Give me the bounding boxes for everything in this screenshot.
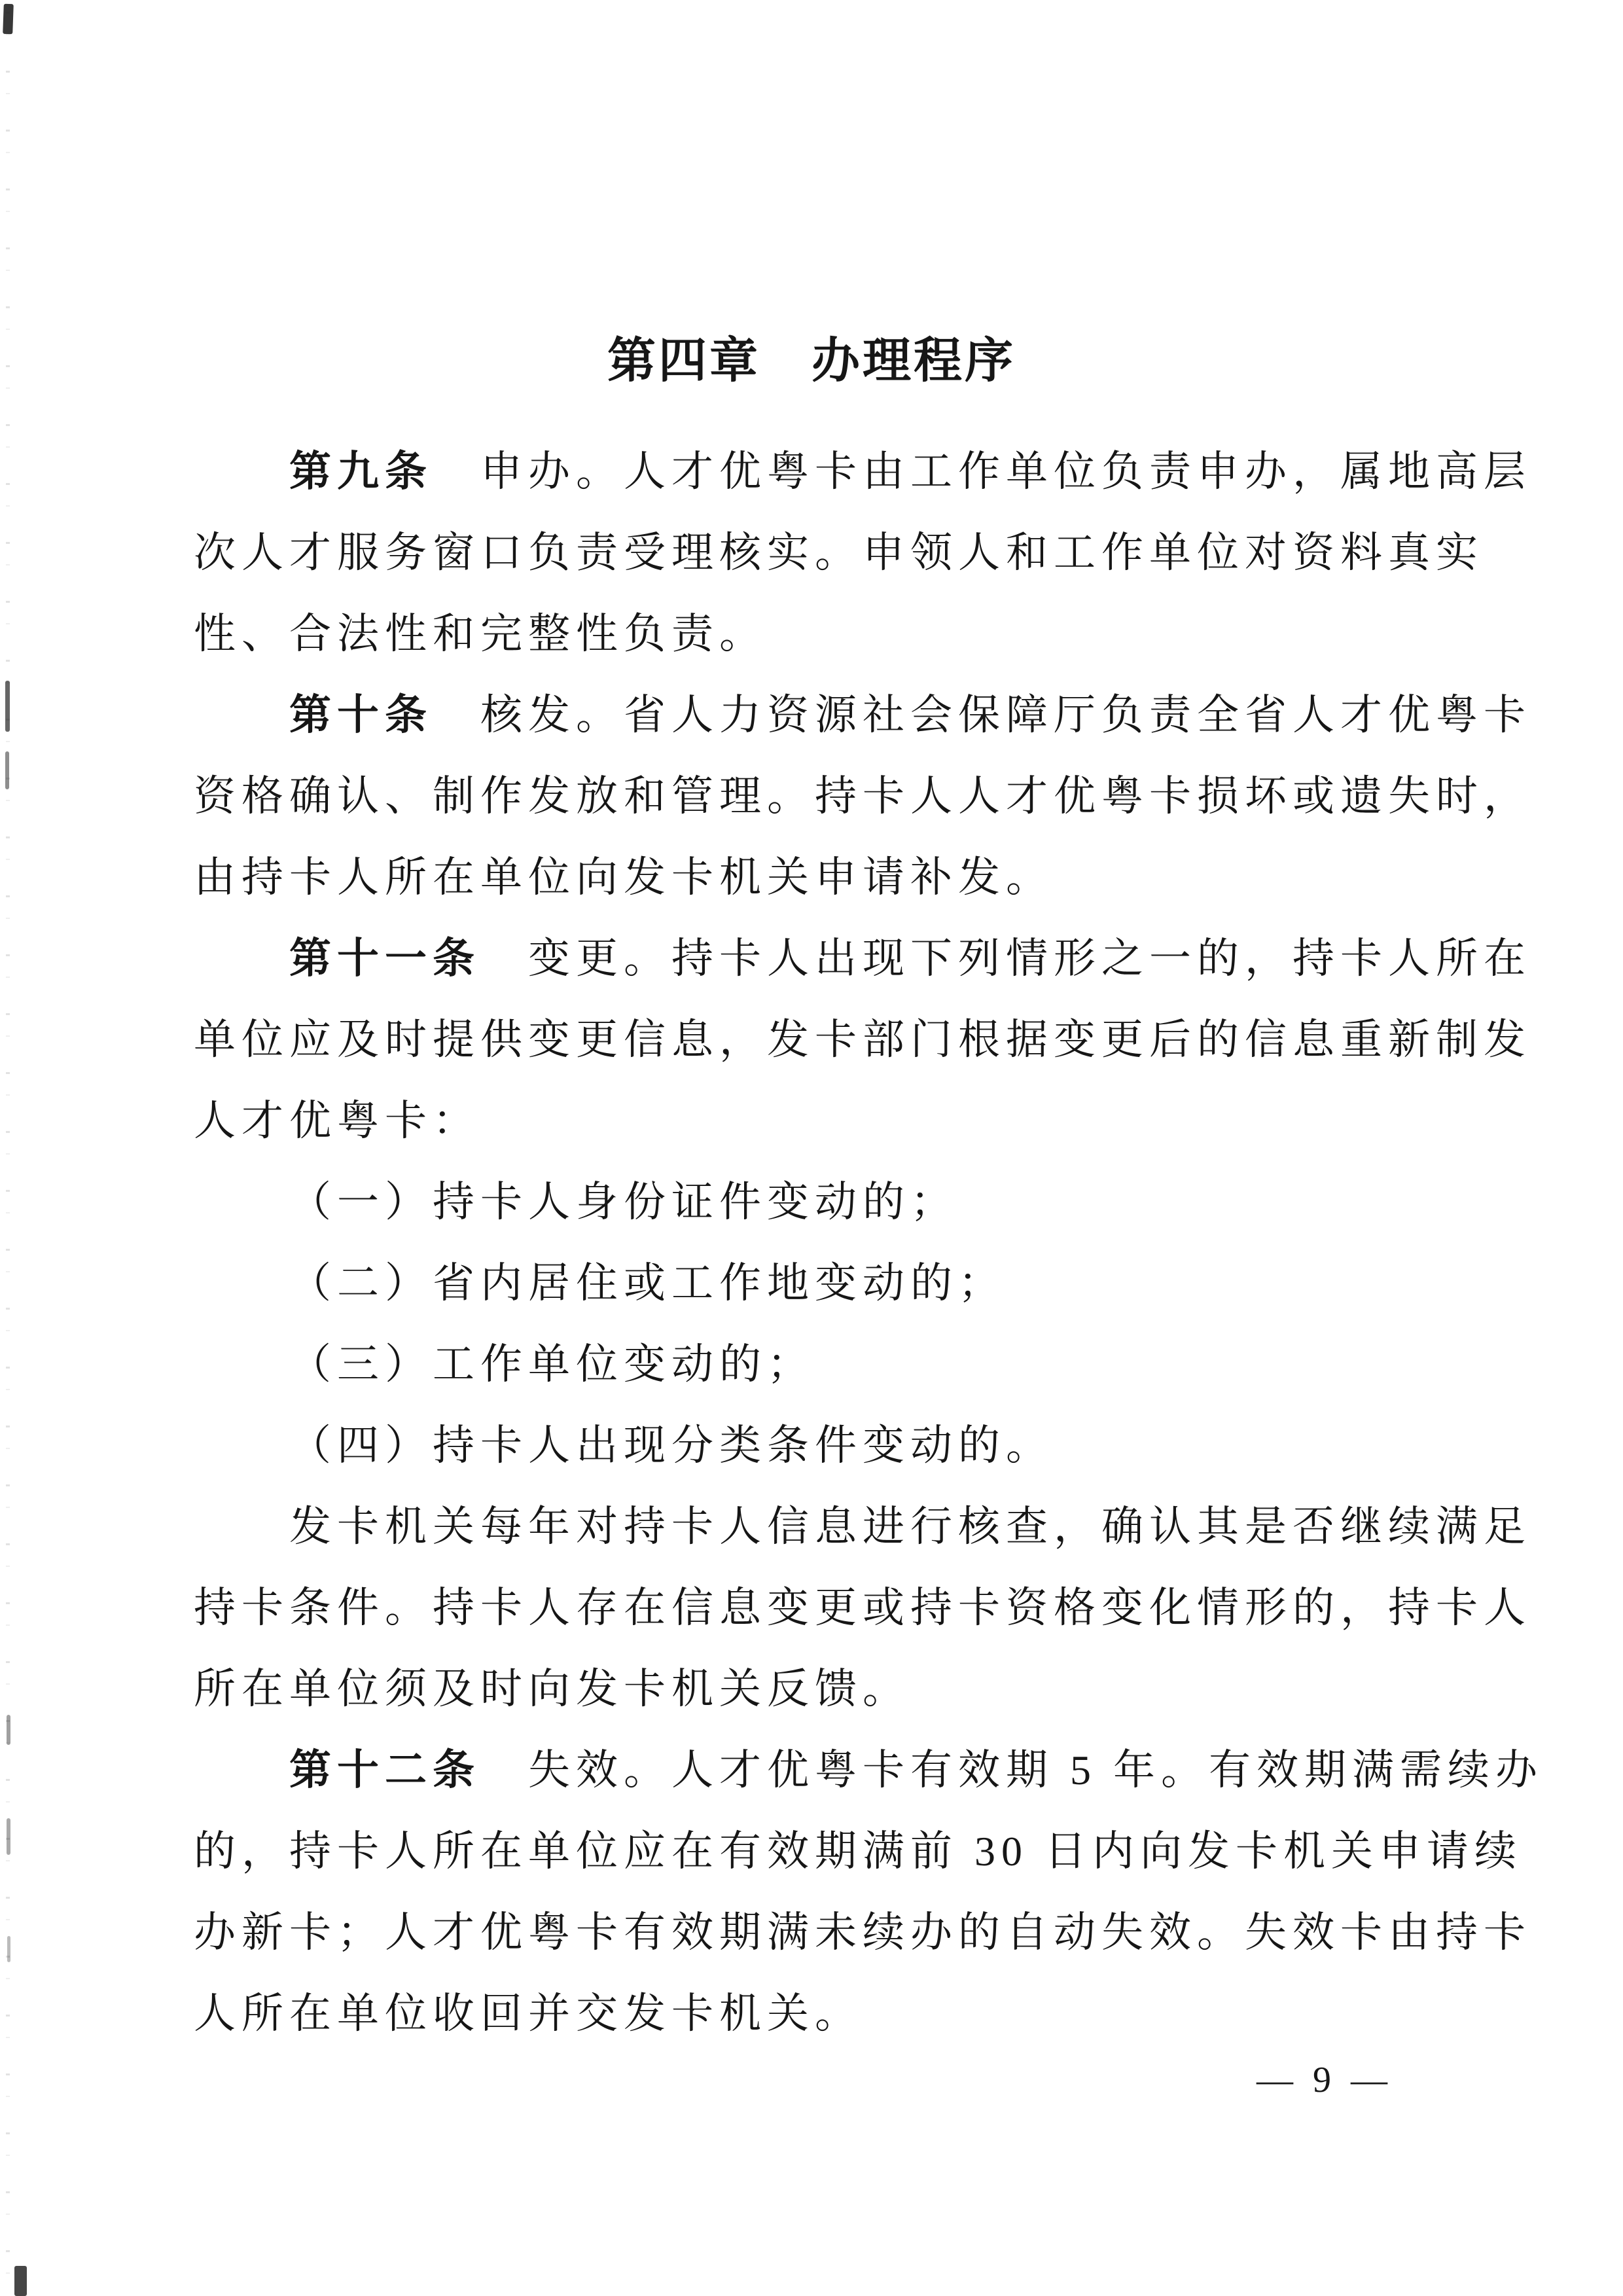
page-number: — 9 — [1257,2060,1393,2100]
text-run: 资格确认、制作发放和管理。持卡人人才优粤卡损坏或遗失时， [194,773,1531,819]
text-line [194,756,1531,837]
text-run: （二）省内居住或工作地变动的； [289,1260,1006,1306]
chapter-title: 第四章 办理程序 [607,334,1016,388]
text-run: 的，持卡人所在单位应在有效期满前 30 日内向发卡机关申请续 [194,1828,1522,1874]
text-line list-item [194,1405,1437,1486]
text-line [194,431,1531,512]
text-run: 发卡机关每年对持卡人信息进行核查，确认其是否继续满足 [289,1503,1531,1550]
article-number: 第十二条 [289,1747,480,1793]
text-line [194,1811,1522,1892]
text-run: 核发。省人力资源社会保障厅负责全省人才优粤卡 [433,692,1531,738]
document-body [194,431,1543,2054]
scan-artifact [14,2266,27,2296]
text-run: （三）工作单位变动的； [289,1341,815,1388]
text-line [194,1730,1543,1811]
text-run: 由持卡人所在单位向发卡机关申请补发。 [194,854,1054,901]
scan-artifact [7,1818,10,1855]
text-line [194,1486,1531,1568]
scan-artifact [3,4,14,34]
text-run: 所在单位须及时向发卡机关反馈。 [194,1666,910,1712]
scan-artifact [5,681,10,732]
text-run: 失效。人才优粤卡有效期 5 年。有效期满需续办 [480,1747,1543,1793]
text-line [194,1973,1437,2054]
text-run: 人所在单位收回并交发卡机关。 [194,1990,863,2037]
article-number: 第十一条 [289,935,480,982]
article-number: 第十条 [289,692,433,738]
article-number: 第九条 [289,448,433,495]
text-line [194,675,1531,756]
text-line list-item [194,1324,1437,1405]
text-line [194,1649,1437,1730]
text-run: 次人才服务窗口负责受理核实。申领人和工作单位对资料真实 [194,529,1484,576]
text-run: 办新卡；人才优粤卡有效期满未续办的自动失效。失效卡由持卡 [194,1909,1531,1956]
text-run: （一）持卡人身份证件变动的； [289,1179,958,1225]
text-line [194,837,1437,918]
text-line [194,594,1437,675]
text-run: 单位应及时提供变更信息，发卡部门根据变更后的信息重新制发 [194,1016,1531,1063]
text-run: 持卡条件。持卡人存在信息变更或持卡资格变化情形的，持卡人 [194,1585,1531,1631]
text-line list-item [194,1162,1437,1243]
text-line [194,1568,1531,1649]
text-line [194,512,1484,594]
text-run: 变更。持卡人出现下列情形之一的，持卡人所在 [480,935,1531,982]
text-line [194,1892,1531,1973]
text-run: 人才优粤卡： [194,1098,480,1144]
text-run: 申办。人才优粤卡由工作单位负责申办，属地高层 [433,448,1531,495]
text-line [194,1081,1437,1162]
text-run: 性、合法性和完整性负责。 [194,611,767,657]
scan-artifact [5,751,9,789]
text-line [194,918,1531,999]
scan-artifact [7,1936,10,1962]
scan-artifact [7,1715,10,1745]
text-run: （四）持卡人出现分类条件变动的。 [289,1422,1054,1469]
text-line [194,999,1531,1081]
text-line list-item [194,1243,1437,1324]
